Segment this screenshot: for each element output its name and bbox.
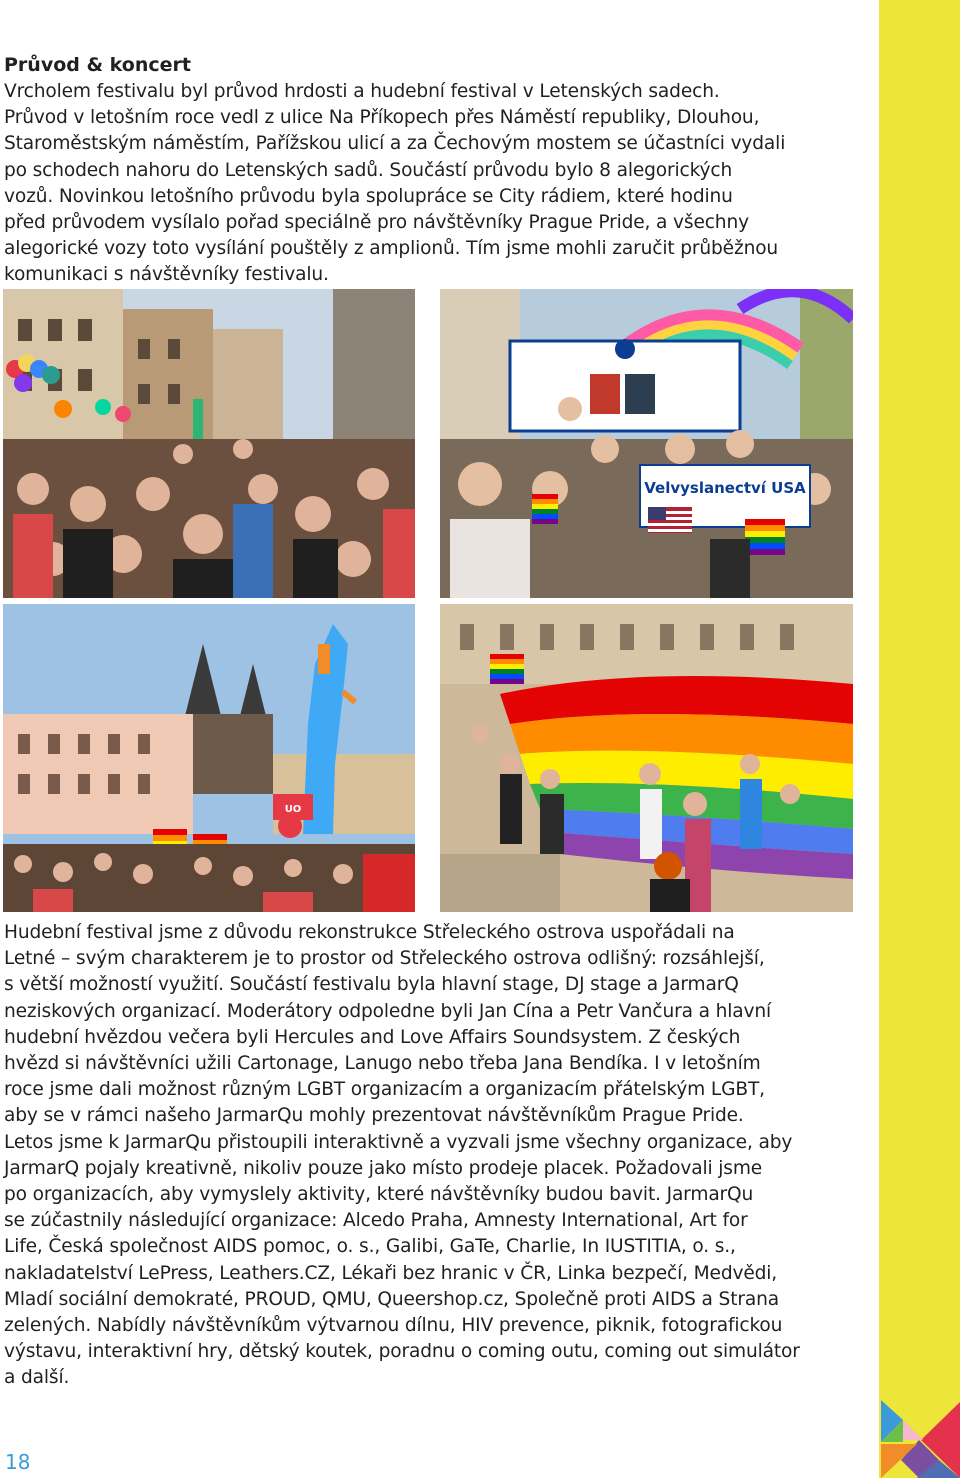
text-line: alegorické vozy toto vysílání pouštěly z amplionů. Tím jsme mohli zaručit průběžnou bbox=[4, 238, 779, 260]
text-line: Letné – svým charakterem je to prostor od Střeleckého ostrova odlišný: rozsáhlejší, bbox=[4, 948, 765, 970]
text-line: hvězd si návštěvníci užili Cartonage, Lanugo nebo třeba Jana Bendíka. I v letošním bbox=[4, 1053, 761, 1075]
photo-rainbow-flag bbox=[440, 604, 853, 912]
text-line: Hudební festival jsme z důvodu rekonstrukce Střeleckého ostrova uspořádali na bbox=[4, 922, 735, 943]
text-line: a další. bbox=[4, 1367, 70, 1389]
page-number: 18 bbox=[5, 1450, 31, 1474]
text-line: nakladatelství LePress, Leathers.CZ, Lékaři bez hranic v ČR, Linka bezpečí, Medvědi, bbox=[4, 1262, 778, 1284]
text-line: vozů. Novinkou letošního průvodu byla spolupráce se City rádiem, které hodinu bbox=[4, 185, 733, 207]
text-line: hudební hvězdou večera byli Hercules and Love Affairs Soundsystem. Z českých bbox=[4, 1026, 741, 1048]
text-line: po organizacích, aby vymyslely aktivity, které návštěvníky budou bavit. JarmarQu bbox=[4, 1184, 754, 1206]
text-line: Life, Česká společnost AIDS pomoc, o. s., Galibi, GaTe, Charlie, In IUSTITIA, o. s., bbox=[4, 1236, 736, 1258]
text-line: aby se v rámci našeho JarmarQu mohly prezentovat návštěvníkům Prague Pride. bbox=[4, 1105, 744, 1127]
text-line: se zúčastnily následující organizace: Alcedo Praha, Amnesty International, Art for bbox=[4, 1210, 748, 1232]
text-line: Mladí sociální demokraté, PROUD, QMU, Queershop.cz, Společně proti AIDS a Strana bbox=[4, 1288, 779, 1310]
text-line: před průvodem vysílalo pořad speciálně pro návštěvníky Prague Pride, a všechny bbox=[4, 212, 749, 234]
text-line: zelených. Nabídly návštěvníkům výtvarnou dílnu, HIV prevence, piknik, fotografickou bbox=[4, 1315, 783, 1337]
tangram-logo-icon bbox=[879, 1392, 960, 1478]
text-line: po schodech nahoru do Letenských sadů. Součástí průvodu bylo 8 alegorických bbox=[4, 159, 733, 181]
text-line: neziskových organizací. Moderátory odpoledne byli Jan Cína a Petr Vančura a hlavní bbox=[4, 1000, 771, 1022]
text-line: s větší možností využití. Součástí festivalu byla hlavní stage, DJ stage a JarmarQ bbox=[4, 974, 739, 996]
text-line: komunikaci s návštěvníky festivalu. bbox=[4, 264, 329, 286]
photo-old-town-square bbox=[3, 604, 415, 912]
text-line: Průvod v letošním roce vedl z ulice Na Příkopech přes Náměstí republiky, Dlouhou, bbox=[4, 107, 760, 129]
truck-text: UO bbox=[284, 804, 302, 815]
text-line: JarmarQ pojaly kreativně, nikoliv pouze jako místo prodeje placek. Požadovali jsme bbox=[4, 1157, 763, 1179]
intro-paragraph bbox=[4, 79, 876, 289]
text-line: výstavu, interaktivní hry, dětský koutek, poradnu o coming outu, coming out simulátor bbox=[4, 1341, 800, 1363]
banner-text: Velvyslanectví USA bbox=[644, 479, 806, 497]
festival-paragraph bbox=[4, 920, 876, 1392]
text-line: Vrcholem festivalu byl průvod hrdosti a hudební festival v Letenských sadech. bbox=[4, 81, 720, 102]
photo-embassy-banner bbox=[440, 289, 853, 598]
text-line: roce jsme dali možnost různým LGBT organizacím a organizacím přátelským LGBT, bbox=[4, 1079, 765, 1101]
photo-street-crowd bbox=[3, 289, 415, 598]
yellow-sidebar bbox=[879, 0, 960, 1478]
text-line: Letos jsme k JarmarQu přistoupili interaktivně a vyzvali jsme všechny organizace, aby bbox=[4, 1131, 793, 1153]
text-line: Staroměstským náměstím, Pařížskou ulicí a za Čechovým mostem se účastníci vydali bbox=[4, 133, 786, 155]
page-title: Průvod & koncert bbox=[4, 54, 191, 76]
